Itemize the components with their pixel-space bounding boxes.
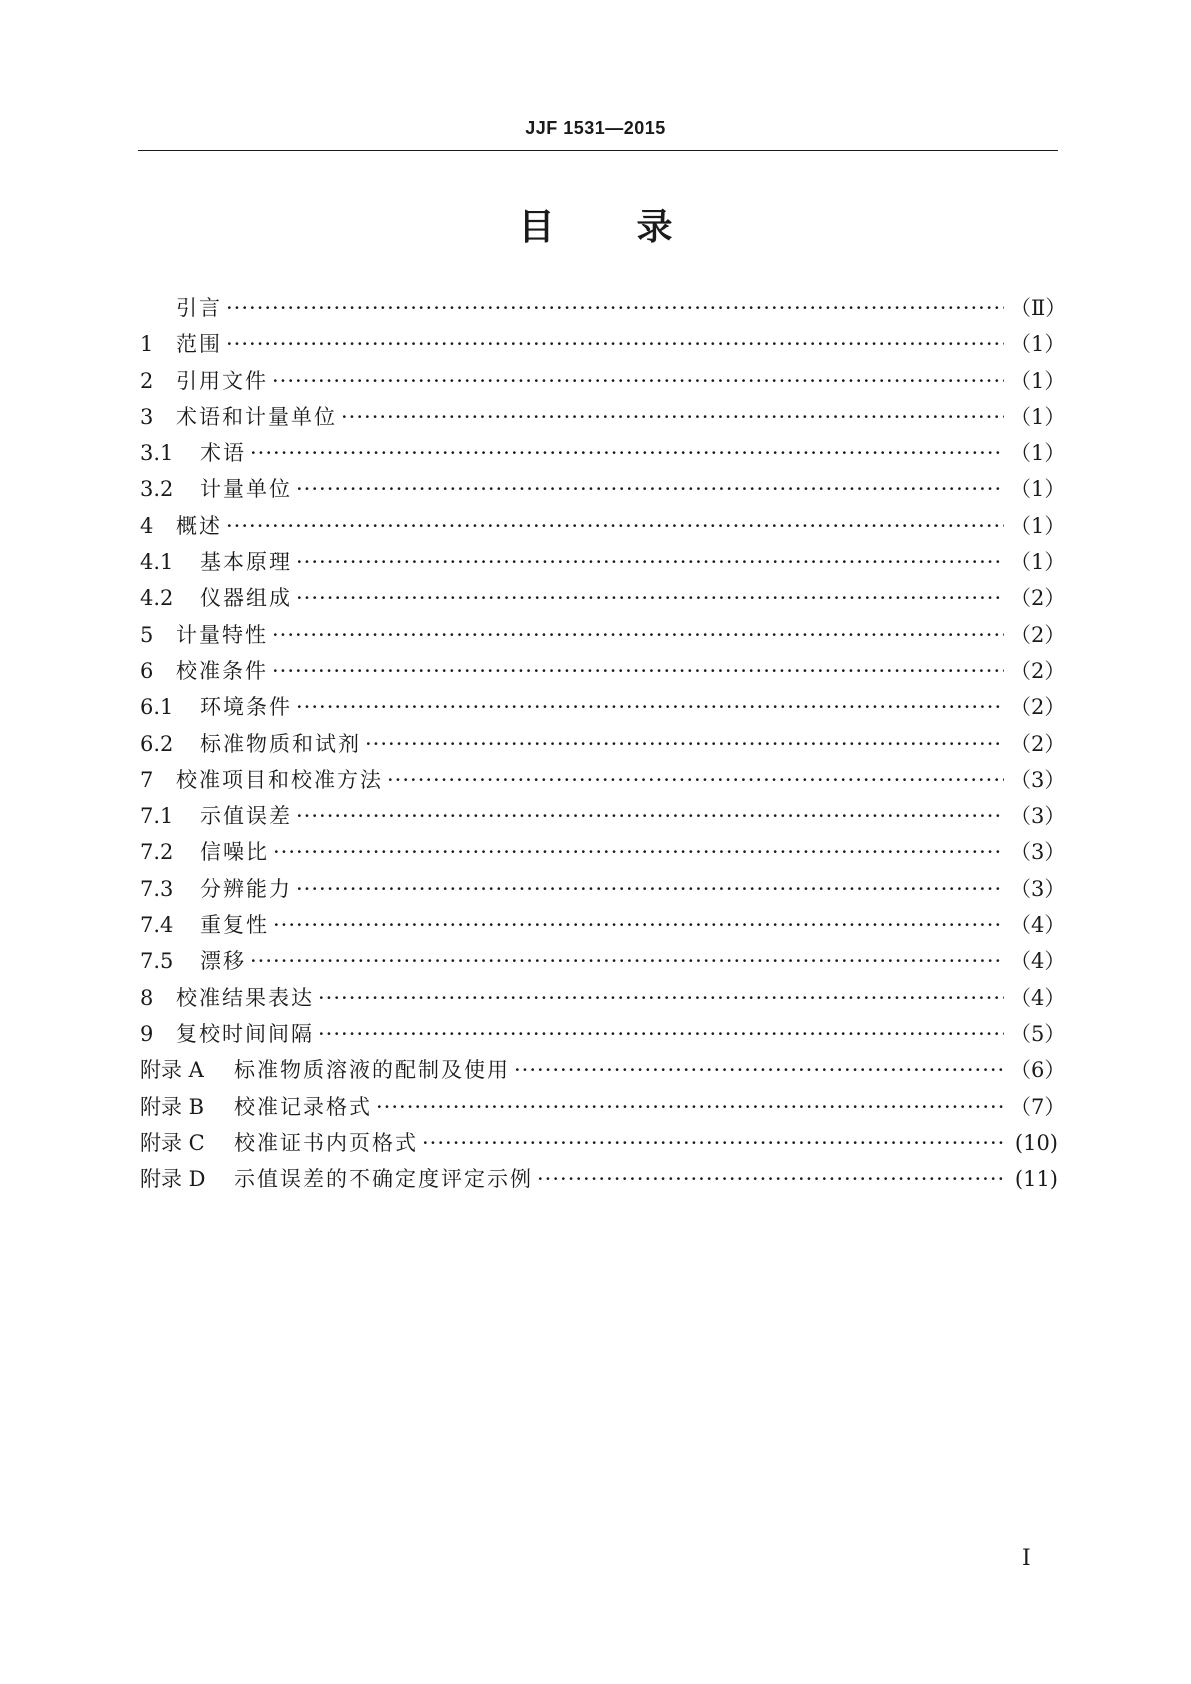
toc-dot-leader	[341, 399, 1004, 435]
toc-entry-number: 7.1	[140, 804, 174, 829]
toc-entry[interactable]	[140, 726, 1066, 762]
toc-dot-leader	[226, 326, 1004, 362]
toc-entry[interactable]	[140, 907, 1066, 943]
toc-dot-leader	[272, 617, 1004, 653]
toc-entry[interactable]	[140, 653, 1066, 689]
toc-entry-number: 7.5	[140, 949, 174, 974]
toc-entry-page: （1）	[1010, 550, 1066, 575]
title-char-first: 目	[518, 207, 555, 248]
toc-entry-number: 7	[140, 767, 154, 792]
toc-entry-number: 2	[140, 368, 154, 393]
toc-entry[interactable]	[140, 1125, 1058, 1161]
toc-entry-title: 漂移	[200, 949, 246, 974]
toc-entry[interactable]	[140, 943, 1066, 979]
toc-entry-title: 示值误差的不确定度评定示例	[234, 1167, 533, 1192]
toc-entry-title: 重复性	[200, 913, 269, 938]
toc-entry-title: 信噪比	[200, 840, 269, 865]
toc-entry[interactable]	[140, 617, 1066, 653]
toc-entry-page: （2）	[1010, 622, 1066, 647]
toc-dot-leader	[250, 943, 1004, 979]
toc-dot-leader	[226, 508, 1004, 544]
toc-entry[interactable]	[140, 326, 1066, 362]
toc-entry-page: （7）	[1010, 1094, 1066, 1119]
toc-entry[interactable]	[140, 363, 1066, 399]
toc-entry-page: （1）	[1010, 477, 1066, 502]
toc-entry-number: 4.1	[140, 550, 174, 575]
toc-entry-number: 附录 D	[140, 1167, 206, 1192]
toc-dot-leader	[273, 907, 1004, 943]
toc-entry-title: 引言	[176, 296, 222, 320]
toc-entry-number: 3.1	[140, 441, 174, 466]
toc-entry-page: （5）	[1010, 1021, 1066, 1046]
toc-entry[interactable]	[140, 544, 1066, 580]
header-rule	[138, 150, 1058, 151]
toc-entry[interactable]	[140, 471, 1066, 507]
toc-dot-leader	[318, 1016, 1004, 1052]
toc-entry-page: （3）	[1010, 767, 1066, 792]
title-char-second: 录	[636, 207, 673, 248]
toc-entry[interactable]	[140, 762, 1066, 798]
toc-entry-title: 计量特性	[176, 622, 268, 647]
toc-entry-number: 6.2	[140, 731, 174, 756]
toc-entry[interactable]	[140, 399, 1066, 435]
toc-entry-page: （3）	[1010, 876, 1066, 901]
toc-entry-page: （6）	[1010, 1058, 1066, 1083]
toc-entry-title: 仪器组成	[200, 586, 292, 611]
toc-entry-title: 环境条件	[200, 695, 292, 720]
toc-entry[interactable]	[140, 871, 1066, 907]
toc-entry-number: 附录 B	[140, 1094, 205, 1119]
toc-entry-number: 5	[140, 622, 154, 647]
toc-entry[interactable]	[140, 435, 1066, 471]
toc-entry-number: 1	[140, 332, 154, 357]
toc-entry-number: 附录 C	[140, 1130, 205, 1155]
toc-entry-page: (11)	[1014, 1167, 1058, 1192]
toc-entry-page: （1）	[1010, 368, 1066, 393]
toc-entry[interactable]	[140, 1161, 1058, 1197]
toc-entry-number: 4.2	[140, 586, 174, 611]
toc-entry[interactable]	[140, 290, 1067, 326]
toc-dot-leader	[226, 290, 1004, 326]
toc-dot-leader	[250, 435, 1004, 471]
toc-entry-title: 标准物质和试剂	[200, 731, 361, 756]
toc-entry[interactable]	[140, 834, 1066, 870]
toc-dot-leader	[318, 980, 1004, 1016]
toc-entry[interactable]	[140, 1016, 1066, 1052]
toc-dot-leader	[387, 762, 1004, 798]
toc-entry-number: 4	[140, 513, 154, 538]
toc-entry-number: 6	[140, 658, 154, 683]
toc-entry-number: 8	[140, 985, 154, 1010]
toc-entry-title: 基本原理	[200, 550, 292, 575]
toc-entry-title: 复校时间间隔	[176, 1021, 314, 1046]
toc-entry-page: （4）	[1010, 985, 1066, 1010]
toc-entry-page: （1）	[1010, 513, 1066, 538]
toc-entry[interactable]	[140, 798, 1066, 834]
toc-entry-number: 附录 A	[140, 1058, 204, 1083]
toc-entry[interactable]	[140, 1089, 1066, 1125]
toc-dot-leader	[272, 363, 1004, 399]
toc-entry-title: 标准物质溶液的配制及使用	[234, 1058, 510, 1083]
toc-entry-title: 校准项目和校准方法	[176, 767, 383, 792]
toc-entry-page: （3）	[1010, 804, 1066, 829]
toc-entry-number: 9	[140, 1021, 154, 1046]
toc-dot-leader	[272, 653, 1004, 689]
toc-entry-title: 计量单位	[200, 477, 292, 502]
toc-dot-leader	[537, 1161, 1004, 1197]
page-title	[0, 204, 1191, 252]
toc-dot-leader	[273, 834, 1004, 870]
toc-entry-title: 校准证书内页格式	[234, 1130, 418, 1155]
toc-dot-leader	[296, 689, 1004, 725]
toc-entry-title: 术语	[200, 441, 246, 466]
toc-entry-title: 引用文件	[176, 368, 268, 393]
toc-entry[interactable]	[140, 980, 1066, 1016]
toc-entry-title: 分辨能力	[200, 876, 292, 901]
page-number: Ⅰ	[1022, 1546, 1031, 1571]
toc-entry-title: 示值误差	[200, 804, 292, 829]
toc-entry-page: （2）	[1010, 731, 1066, 756]
toc-entry[interactable]	[140, 580, 1066, 616]
toc-entry-page: （Ⅱ）	[1010, 296, 1067, 320]
document-code: JJF 1531—2015	[525, 118, 666, 138]
toc-dot-leader	[422, 1125, 1004, 1161]
toc-entry-number: 7.4	[140, 913, 174, 938]
toc-entry-title: 校准记录格式	[234, 1094, 372, 1119]
toc-entry-page: （2）	[1010, 695, 1066, 720]
toc-entry-page: （4）	[1010, 913, 1066, 938]
toc-entry-title: 概述	[176, 513, 222, 538]
toc-dot-leader	[296, 871, 1004, 907]
toc-entry[interactable]	[140, 508, 1066, 544]
toc-entry-page: （2）	[1010, 658, 1066, 683]
toc-entry[interactable]	[140, 689, 1066, 725]
toc-entry-page: （1）	[1010, 441, 1066, 466]
toc-dot-leader	[376, 1089, 1004, 1125]
toc-dot-leader	[296, 580, 1004, 616]
toc-entry-page: （1）	[1010, 332, 1066, 357]
toc-entry-page: （2）	[1010, 586, 1066, 611]
toc-entry-number: 3.2	[140, 477, 174, 502]
toc-dot-leader	[514, 1052, 1004, 1088]
toc-entry-number: 3	[140, 404, 154, 429]
toc-entry-page: （3）	[1010, 840, 1066, 865]
toc-dot-leader	[365, 726, 1004, 762]
toc-entry-title: 范围	[176, 332, 222, 357]
toc-entry-title: 术语和计量单位	[176, 404, 337, 429]
toc-entry-page: （1）	[1010, 404, 1066, 429]
toc-entry-number: 6.1	[140, 695, 174, 720]
table-of-contents	[140, 290, 1067, 1197]
toc-dot-leader	[296, 544, 1004, 580]
toc-entry-number: 7.3	[140, 876, 174, 901]
toc-dot-leader	[296, 798, 1004, 834]
toc-entry-title: 校准结果表达	[176, 985, 314, 1010]
toc-dot-leader	[296, 471, 1004, 507]
toc-entry[interactable]	[140, 1052, 1066, 1088]
toc-entry-title: 校准条件	[176, 658, 268, 683]
toc-entry-page: (10)	[1014, 1130, 1058, 1155]
toc-entry-page: （4）	[1010, 949, 1066, 974]
toc-entry-number: 7.2	[140, 840, 174, 865]
